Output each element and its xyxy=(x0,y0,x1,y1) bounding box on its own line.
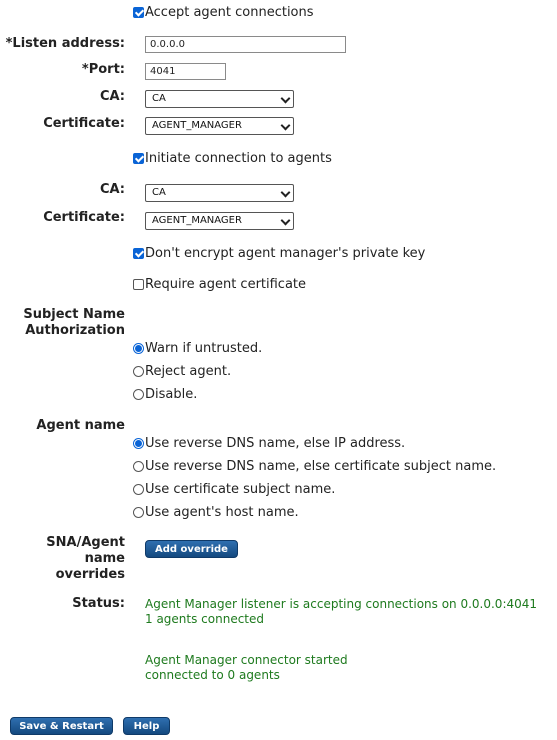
sna-heading-line1: Subject Name xyxy=(23,307,125,322)
sna-heading-line2: Authorization xyxy=(25,323,125,338)
accept-connections-label: Accept agent connections xyxy=(145,5,314,20)
sna-option-warn-label: Warn if untrusted. xyxy=(145,341,263,356)
initiate-certificate-select[interactable] xyxy=(145,212,294,230)
agent-name-option-subject-radio[interactable] xyxy=(133,484,144,495)
initiate-certificate-label: Certificate: xyxy=(43,210,125,225)
listen-address-input[interactable]: 0.0.0.0 xyxy=(145,36,346,53)
connector-status-line2: connected to 0 agents xyxy=(145,668,280,682)
overrides-heading-line2: overrides xyxy=(55,567,125,582)
agent-name-option-hostname-radio[interactable] xyxy=(133,507,144,518)
require-certificate-checkbox[interactable] xyxy=(133,279,144,290)
accept-certificate-select[interactable] xyxy=(145,117,294,135)
agent-name-heading: Agent name xyxy=(36,418,125,433)
port-label: *Port: xyxy=(81,62,125,77)
listener-status-line1: Agent Manager listener is accepting connections on 0.0.0.0:4041 xyxy=(145,597,538,611)
chevron-down-icon xyxy=(281,188,291,198)
sna-option-warn-radio[interactable] xyxy=(133,343,144,354)
help-button[interactable]: Help xyxy=(123,717,170,735)
accept-ca-select[interactable] xyxy=(145,90,294,108)
connector-status-line1: Agent Manager connector started xyxy=(145,653,348,667)
add-override-button[interactable]: Add override xyxy=(145,540,238,558)
listener-status-line2: 1 agents connected xyxy=(145,612,265,626)
accept-connections-checkbox[interactable] xyxy=(133,7,144,18)
initiate-certificate-value: AGENT_MANAGER xyxy=(152,215,242,226)
chevron-down-icon xyxy=(281,121,291,131)
require-certificate-label: Require agent certificate xyxy=(145,277,307,292)
save-restart-button[interactable]: Save & Restart xyxy=(10,717,113,735)
sna-option-disable-radio[interactable] xyxy=(133,389,144,400)
overrides-heading-line1: SNA/Agent name xyxy=(46,535,125,566)
port-input[interactable]: 4041 xyxy=(145,63,226,80)
sna-option-reject-radio[interactable] xyxy=(133,366,144,377)
sna-heading xyxy=(5,307,125,339)
agent-name-option-dns-subject-label: Use reverse DNS name, else certificate subject name. xyxy=(145,459,497,474)
initiate-ca-select[interactable] xyxy=(145,184,294,202)
agent-name-option-subject-label: Use certificate subject name. xyxy=(145,482,336,497)
chevron-down-icon xyxy=(281,94,291,104)
accept-ca-value: CA xyxy=(152,93,166,104)
agent-name-option-hostname-label: Use agent's host name. xyxy=(145,505,299,520)
dont-encrypt-checkbox[interactable] xyxy=(133,248,144,259)
initiate-connection-checkbox[interactable] xyxy=(133,153,144,164)
agent-name-option-dns-ip-label: Use reverse DNS name, else IP address. xyxy=(145,436,406,451)
sna-option-disable-label: Disable. xyxy=(145,387,198,402)
chevron-down-icon xyxy=(281,216,291,226)
agent-name-option-dns-ip-radio[interactable] xyxy=(133,438,144,449)
listen-address-label: *Listen address: xyxy=(5,36,125,51)
initiate-ca-value: CA xyxy=(152,187,166,198)
agent-name-option-dns-subject-radio[interactable] xyxy=(133,461,144,472)
accept-certificate-label: Certificate: xyxy=(43,116,125,131)
accept-ca-label: CA: xyxy=(99,89,125,104)
sna-option-reject-label: Reject agent. xyxy=(145,364,232,379)
accept-certificate-value: AGENT_MANAGER xyxy=(152,120,242,131)
dont-encrypt-label: Don't encrypt agent manager's private key xyxy=(145,246,426,261)
overrides-heading xyxy=(5,535,125,583)
initiate-connection-label: Initiate connection to agents xyxy=(145,151,332,166)
initiate-ca-label: CA: xyxy=(99,182,125,197)
status-label: Status: xyxy=(72,596,125,611)
